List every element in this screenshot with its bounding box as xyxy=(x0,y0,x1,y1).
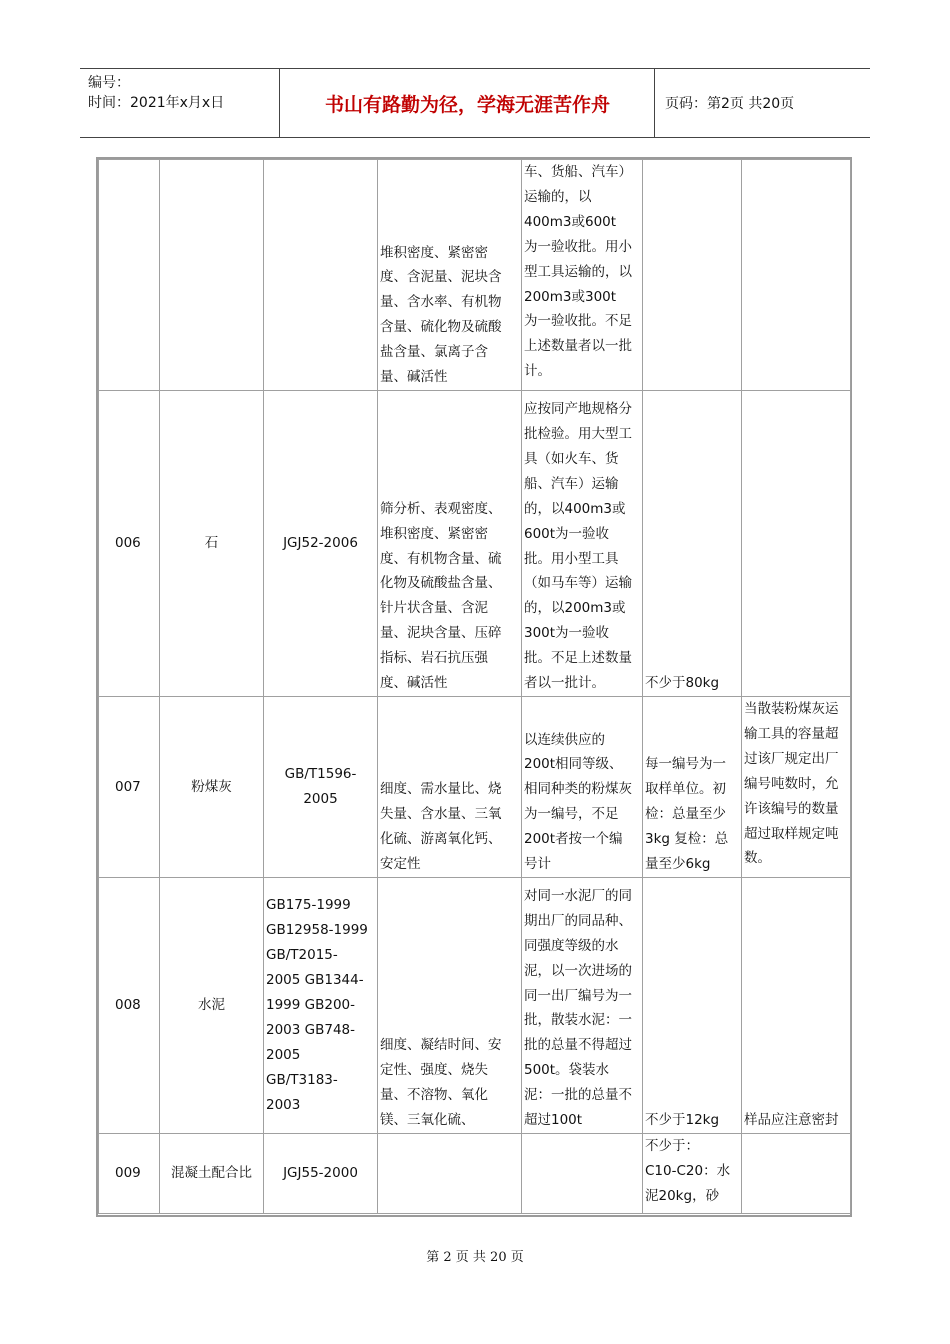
cell-note xyxy=(742,160,851,391)
cell-standard: GB/T1596- 2005 xyxy=(264,697,378,878)
cell-sample: 不少于： C10-C20：水 泥20kg，砂 xyxy=(643,1134,742,1214)
cell-name: 粉煤灰 xyxy=(160,697,264,878)
page-header xyxy=(80,68,870,138)
cell-batch: 对同一水泥厂的同 期出厂的同品种、 同强度等级的水 泥，以一次进场的 同一出厂编号为一 批，散装水泥：一 批的总量不得超过 500t。袋装水 泥：一批的总量不 超过100t xyxy=(522,878,643,1134)
cell-number: 006 xyxy=(99,391,160,697)
cell-items: 细度、需水量比、烧 失量、含水量、三氧 化硫、游离氧化钙、 安定性 xyxy=(378,697,522,878)
cell-note: 当散装粉煤灰运 输工具的容量超 过该厂规定出厂 编号吨数时，允 许该编号的数量 超过取样规定吨 数。 xyxy=(742,697,851,878)
cell-number: 007 xyxy=(99,697,160,878)
serial-label: 编号： xyxy=(88,75,130,91)
cell-batch: 车、货船、汽车） 运输的，以 400m3或600t 为一验收批。用小 型工具运输的，以 200m3或300t 为一验收批。不足 上述数量者以一批 计。 xyxy=(522,160,643,391)
cell-batch: 应按同产地规格分 批检验。用大型工 具（如火车、货 船、汽车）运输 的，以400m3或 600t为一验收 批。用小型工具 （如马车等）运输 的，以200m3或 300t为一验收 批。不足上述数量 者以一批计。 xyxy=(522,391,643,697)
header-meta xyxy=(80,69,280,137)
cell-sample: 不少于12kg xyxy=(643,878,742,1134)
cell-standard: JGJ55-2000 xyxy=(264,1134,378,1214)
table-row xyxy=(99,697,851,878)
cell-note: 样品应注意密封 xyxy=(742,878,851,1134)
inspection-table xyxy=(96,157,852,1217)
cell-note xyxy=(742,391,851,697)
cell-standard: GB175-1999 GB12958-1999 GB/T2015- 2005 GB1344- 1999 GB200- 2003 GB748- 2005 GB/T3183- 2003 xyxy=(264,878,378,1134)
cell-name: 石 xyxy=(160,391,264,697)
header-page-label: 页码：第2页 共20页 xyxy=(665,96,795,112)
cell-batch xyxy=(522,1134,643,1214)
cell-sample: 每一编号为一 取样单位。初 检：总量至少 3kg 复检：总 量至少6kg xyxy=(643,697,742,878)
cell-name xyxy=(160,160,264,391)
cell-standard: JGJ52-2006 xyxy=(264,391,378,697)
cell-items: 筛分析、表观密度、 堆积密度、紧密密 度、有机物含量、硫 化物及硫酸盐含量、 针片状含量、含泥 量、泥块含量、压碎 指标、岩石抗压强 度、碱活性 xyxy=(378,391,522,697)
cell-sample: 不少于80kg xyxy=(643,391,742,697)
cell-items: 细度、凝结时间、安 定性、强度、烧失 量、不溶物、氧化 镁、三氧化硫、 xyxy=(378,878,522,1134)
table-row xyxy=(99,391,851,697)
cell-standard xyxy=(264,160,378,391)
cell-note xyxy=(742,1134,851,1214)
table-row xyxy=(99,1134,851,1214)
cell-number: 008 xyxy=(99,878,160,1134)
cell-batch: 以连续供应的 200t相同等级、 相同种类的粉煤灰 为一编号，不足 200t者按一个编 号计 xyxy=(522,697,643,878)
header-motto: 书山有路勤为径，学海无涯苦作舟 xyxy=(281,69,655,137)
cell-name: 混凝土配合比 xyxy=(160,1134,264,1214)
page-footer: 第 2 页 共 20 页 xyxy=(426,1250,524,1265)
cell-items: 堆积密度、紧密密 度、含泥量、泥块含 量、含水率、有机物 含量、硫化物及硫酸 盐含量、氯离子含 量、碱活性 xyxy=(378,160,522,391)
cell-name: 水泥 xyxy=(160,878,264,1134)
table xyxy=(98,159,851,1214)
cell-number xyxy=(99,160,160,391)
cell-number: 009 xyxy=(99,1134,160,1214)
cell-sample xyxy=(643,160,742,391)
time-label: 时间：2021年x月x日 xyxy=(88,95,225,111)
table-row xyxy=(99,160,851,391)
cell-items xyxy=(378,1134,522,1214)
table-row xyxy=(99,878,851,1134)
